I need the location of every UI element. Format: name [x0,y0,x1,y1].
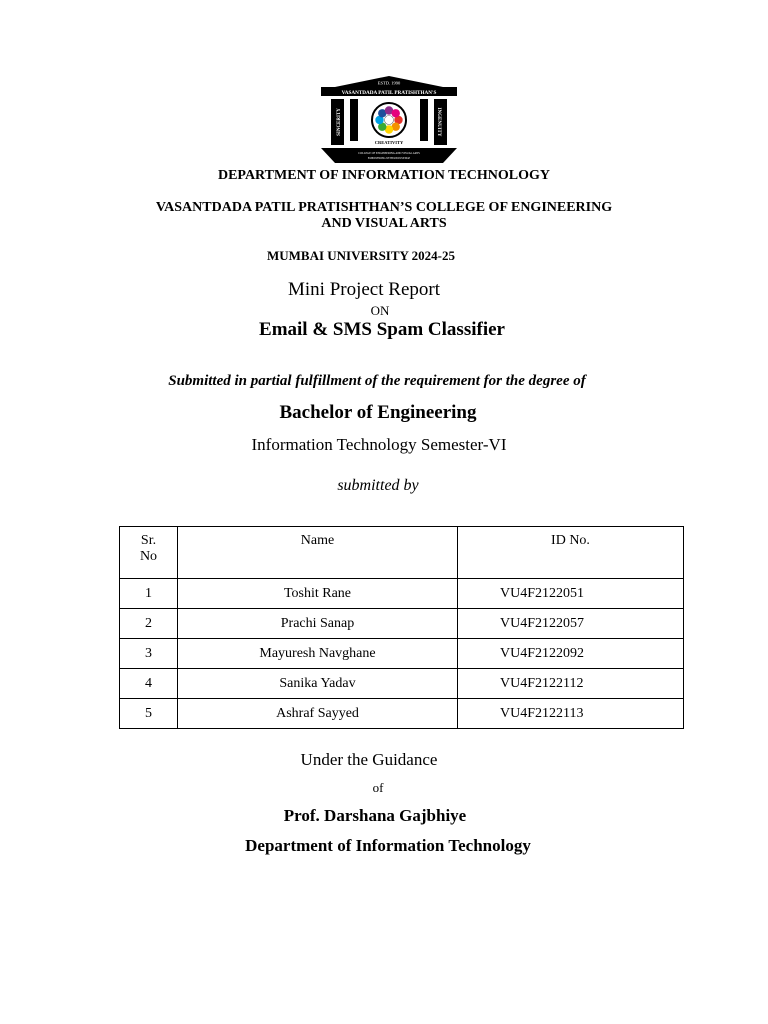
members-table [119,526,684,729]
table-row [120,579,684,609]
department-heading: DEPARTMENT OF INFORMATION TECHNOLOGY [217,168,551,183]
logo-petal [392,109,400,117]
row-id: VU4F2122051 [458,579,684,609]
report-type: Mini Project Report [288,279,440,300]
project-title: Email & SMS Spam Classifier [259,319,505,340]
logo-right-word: INGENUITY [436,107,441,137]
guide-department: Department of Information Technology [245,836,531,855]
header-name: Name [178,527,458,579]
header-sr-line1: Sr. [140,533,157,548]
members-table-header [120,527,684,579]
guidance-of: of [372,780,384,795]
university-year: MUMBAI UNIVERSITY 2024-25 [266,248,456,263]
row-name: Mayuresh Navghane [178,639,458,669]
header-sr-no [120,527,178,579]
header-sr-line2: No [139,549,158,564]
table-row [120,609,684,639]
degree-name: Bachelor of Engineering [279,402,477,423]
submitted-by-label: submitted by [337,477,419,494]
row-sr: 3 [120,639,178,669]
college-name-line2: AND VISUAL ARTS [321,216,447,231]
row-name: Ashraf Sayyed [178,699,458,729]
logo-estd-text: ESTD. 1990 [377,80,401,86]
logo-left-word: SINCERITY [337,108,342,136]
table-row [120,699,684,729]
guidance-label: Under the Guidance [300,750,438,769]
table-row [120,639,684,669]
logo-banner-text: VASANTDADA PATIL PRATISHTHAN'S [341,90,437,96]
program-name: Information Technology Semester-VI [251,435,507,454]
row-sr: 2 [120,609,178,639]
row-id: VU4F2122112 [458,669,684,699]
row-sr: 5 [120,699,178,729]
submission-note: Submitted in partial fulfillment of the requirement for the degree of [168,373,586,389]
row-name: Prachi Sanap [178,609,458,639]
logo-footer-line2: EMPOWERING WITH KNOWLEDGE [367,157,411,160]
row-sr: 1 [120,579,178,609]
header-id: ID No. [458,527,684,579]
table-row [120,669,684,699]
row-sr: 4 [120,669,178,699]
row-name: Sanika Yadav [178,669,458,699]
college-name-line1: VASANTDADA PATIL PRATISHTHAN’S COLLEGE OF ENGINEERING [155,200,613,215]
logo-bottom-word: CREATIVITY [374,140,404,145]
row-id: VU4F2122057 [458,609,684,639]
row-id: VU4F2122113 [458,699,684,729]
row-name: Toshit Rane [178,579,458,609]
logo-footer-line1: COLLEGE OF ENGINEERING AND VISUAL ARTS [358,152,420,155]
college-logo [319,74,459,166]
report-on: ON [370,303,390,318]
row-id: VU4F2122092 [458,639,684,669]
guide-name: Prof. Darshana Gajbhiye [283,806,467,825]
